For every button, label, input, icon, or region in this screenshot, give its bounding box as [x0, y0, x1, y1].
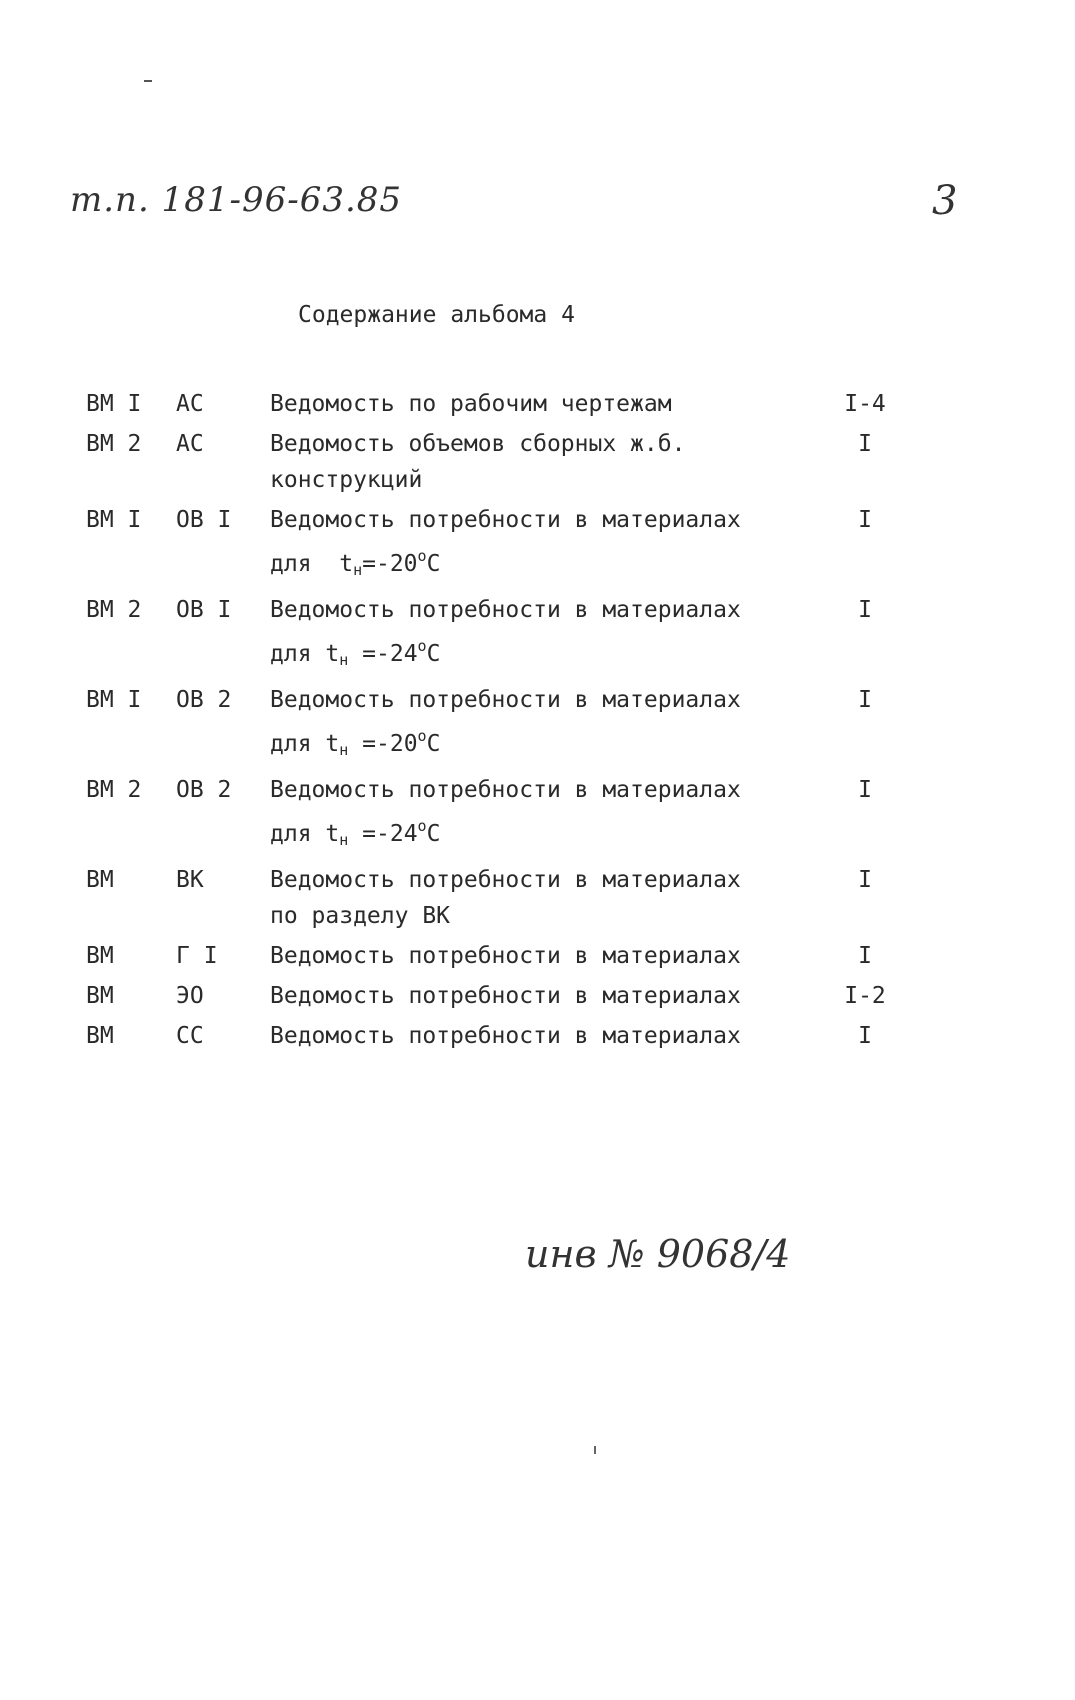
temp-prefix: для	[270, 641, 312, 667]
temp-prefix: для	[270, 821, 312, 847]
row-title-line	[270, 808, 800, 858]
row-section: ЭО	[176, 983, 204, 1009]
temp-subscript: н	[339, 831, 349, 849]
temp-subscript: н	[339, 651, 349, 669]
row-title	[270, 386, 800, 422]
row-code: ВМ	[86, 1023, 114, 1049]
row-sheets: I	[858, 687, 872, 713]
row-sheets: I	[858, 597, 872, 623]
temp-unit: С	[426, 551, 441, 577]
contents-row	[86, 426, 906, 498]
row-title-line: Ведомость по рабочим чертежам	[270, 391, 672, 417]
temp-symbol: t	[325, 641, 340, 667]
row-title	[270, 426, 800, 498]
temp-unit: С	[426, 821, 441, 847]
row-code: ВМ 2	[86, 777, 142, 803]
temp-value: =-24	[362, 641, 418, 667]
contents-row	[86, 862, 906, 934]
temp-symbol: t	[339, 551, 354, 577]
row-title	[270, 862, 800, 934]
degree-mark: о	[417, 727, 427, 745]
row-sheets: I	[858, 777, 872, 803]
contents-heading: Содержание альбома 4	[298, 302, 575, 328]
contents-row	[86, 1018, 906, 1054]
temp-unit: С	[426, 641, 441, 667]
row-code: ВМ I	[86, 391, 142, 417]
contents-row	[86, 386, 906, 422]
temp-subscript: н	[353, 561, 363, 579]
row-title-line: Ведомость потребности в материалах	[270, 507, 741, 533]
temp-subscript: н	[339, 741, 349, 759]
row-section: СС	[176, 1023, 204, 1049]
temp-unit: С	[426, 731, 441, 757]
row-section: ОВ I	[176, 597, 232, 623]
row-code: ВМ	[86, 867, 114, 893]
contents-row	[86, 592, 906, 678]
contents-row	[86, 978, 906, 1014]
row-sheets: I	[858, 943, 872, 969]
row-section: Г I	[176, 943, 218, 969]
row-section: ОВ I	[176, 507, 232, 533]
temp-prefix: для	[270, 551, 312, 577]
row-section: ОВ 2	[176, 687, 232, 713]
row-sheets: I	[858, 1023, 872, 1049]
contents-row	[86, 938, 906, 974]
row-title-line: Ведомость потребности в материалах	[270, 597, 741, 623]
document-code: т.п. 181-96-63.85	[70, 180, 403, 220]
row-title-line: Ведомость потребности в материалах	[270, 687, 741, 713]
temp-symbol: t	[325, 731, 340, 757]
row-section: ОВ 2	[176, 777, 232, 803]
row-title	[270, 772, 800, 858]
row-sheets: I	[858, 507, 872, 533]
contents-table	[86, 386, 906, 1058]
row-code: ВМ I	[86, 687, 142, 713]
row-title-line: Ведомость потребности в материалах	[270, 943, 741, 969]
row-title-line: Ведомость потребности в материалах	[270, 777, 741, 803]
row-sheets: I	[858, 431, 872, 457]
temp-prefix: для	[270, 731, 312, 757]
page-number: 3	[932, 178, 958, 224]
row-title-line: Ведомость потребности в материалах	[270, 983, 741, 1009]
row-title-line: Ведомость потребности в материалах	[270, 1023, 741, 1049]
row-title-line: по разделу ВК	[270, 903, 451, 929]
row-title	[270, 682, 800, 768]
row-sheets: I	[858, 867, 872, 893]
row-code: ВМ 2	[86, 431, 142, 457]
row-code: ВМ I	[86, 507, 142, 533]
row-title-line: Ведомость объемов сборных ж.б.	[270, 431, 686, 457]
row-section: ВК	[176, 867, 204, 893]
row-section: АС	[176, 431, 204, 457]
row-title-line: конструкций	[270, 467, 423, 493]
row-title	[270, 592, 800, 678]
scan-mark	[144, 80, 152, 82]
row-title	[270, 1018, 800, 1054]
row-sheets: I-4	[844, 391, 886, 417]
row-code: ВМ	[86, 943, 114, 969]
degree-mark: о	[417, 547, 427, 565]
temp-symbol: t	[325, 821, 340, 847]
degree-mark: о	[417, 817, 427, 835]
temp-value: =-20	[362, 551, 418, 577]
contents-row	[86, 682, 906, 768]
row-title	[270, 502, 800, 588]
row-title-line: Ведомость потребности в материалах	[270, 867, 741, 893]
row-title-line	[270, 538, 800, 588]
degree-mark: о	[417, 637, 427, 655]
row-code: ВМ 2	[86, 597, 142, 623]
row-code: ВМ	[86, 983, 114, 1009]
contents-row	[86, 772, 906, 858]
temp-value: =-20	[362, 731, 418, 757]
row-title	[270, 938, 800, 974]
row-section: АС	[176, 391, 204, 417]
row-sheets: I-2	[844, 983, 886, 1009]
scan-mark	[594, 1446, 596, 1454]
row-title-line	[270, 718, 800, 768]
contents-row	[86, 502, 906, 588]
row-title	[270, 978, 800, 1014]
row-title-line	[270, 628, 800, 678]
inventory-number: инв № 9068/4	[525, 1232, 791, 1276]
temp-value: =-24	[362, 821, 418, 847]
